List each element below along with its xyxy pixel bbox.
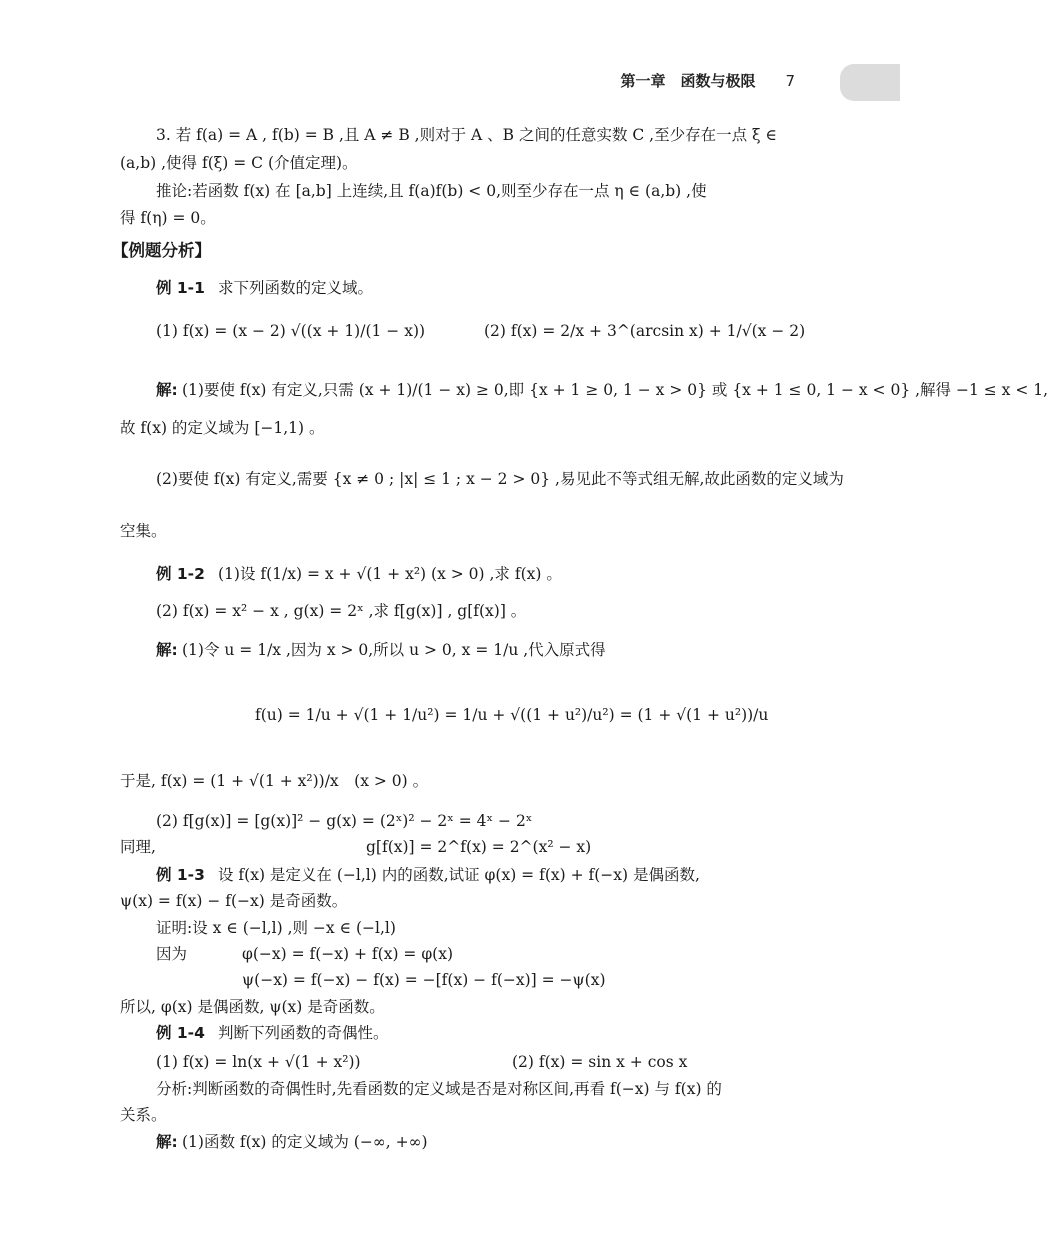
text-line: ψ(−x) = f(−x) − f(x) = −[f(x) − f(−x)] = −ψ(x) (242, 971, 606, 989)
text-line: g[f(x)] = 2^f(x) = 2^(x² − x) (366, 838, 592, 856)
text-line: (a,b) ,使得 f(ξ) = C (介值定理)。 (120, 154, 358, 172)
text-line: 求下列函数的定义域。 (218, 279, 374, 297)
text-line: (2)要使 f(x) 有定义,需要 {x ≠ 0 ; |x| ≤ 1 ; x − 2 > 0} ,易见此不等式组无解,故此函数的定义域为 (156, 470, 844, 488)
text-line: 关系。 (120, 1106, 167, 1124)
example-label: 例 1-2 (156, 565, 205, 583)
running-header (620, 70, 795, 91)
text-line: 所以, φ(x) 是偶函数, ψ(x) 是奇函数。 (120, 998, 385, 1016)
text-line: 同理, (120, 838, 156, 856)
text-line: 3. 若 f(a) = A , f(b) = B ,且 A ≠ B ,则对于 A 、B 之间的任意实数 C ,至少存在一点 ξ ∈ (156, 126, 777, 144)
text-line: 推论:若函数 f(x) 在 [a,b] 上连续,且 f(a)f(b) < 0,则至少存在一点 η ∈ (a,b) ,使 (156, 182, 707, 200)
text-line: (1)设 f(1/x) = x + √(1 + x²) (x > 0) ,求 f(x) 。 (218, 565, 562, 583)
text-line: 设 f(x) 是定义在 (−l,l) 内的函数,试证 φ(x) = f(x) + f(−x) 是偶函数, (218, 866, 700, 884)
text-line: 证明:设 x ∈ (−l,l) ,则 −x ∈ (−l,l) (156, 919, 396, 937)
page-side-tab (840, 64, 900, 101)
text-line: 分析:判断函数的奇偶性时,先看函数的定义域是否是对称区间,再看 f(−x) 与 f(x) 的 (156, 1080, 722, 1098)
example-label: 解: (156, 1133, 178, 1151)
text-line: 于是, f(x) = (1 + √(1 + x²))/x (x > 0) 。 (120, 772, 429, 790)
text-line: 空集。 (120, 522, 167, 540)
text-line: (1)要使 f(x) 有定义,只需 (x + 1)/(1 − x) ≥ 0,即 {x + 1 ≥ 0, 1 − x > 0} 或 {x + 1 ≤ 0, 1 − x < 0} ,解得 −1 ≤ x < 1, (182, 381, 1048, 399)
text-line: (1)令 u = 1/x ,因为 x > 0,所以 u > 0, x = 1/u ,代入原式得 (182, 641, 606, 659)
example-label: 例 1-3 (156, 866, 205, 884)
text-line: 故 f(x) 的定义域为 [−1,1) 。 (120, 419, 325, 437)
text-line: φ(−x) = f(−x) + f(x) = φ(x) (242, 945, 454, 963)
text-line: (2) f(x) = 2/x + 3^(arcsin x) + 1/√(x − 2) (484, 322, 806, 340)
text-line: (1) f(x) = ln(x + √(1 + x²)) (156, 1053, 361, 1071)
chapter-title: 第一章 函数与极限 (620, 72, 756, 90)
section-heading: 【例题分析】 (112, 241, 211, 260)
text-line: (2) f[g(x)] = [g(x)]² − g(x) = (2ˣ)² − 2ˣ = 4ˣ − 2ˣ (156, 812, 533, 830)
text-line: 判断下列函数的奇偶性。 (218, 1024, 389, 1042)
text-line: (2) f(x) = sin x + cos x (512, 1053, 688, 1071)
text-line: ψ(x) = f(x) − f(−x) 是奇函数。 (120, 892, 348, 910)
text-line: f(u) = 1/u + √(1 + 1/u²) = 1/u + √((1 + u²)/u²) = (1 + √(1 + u²))/u (255, 706, 769, 724)
text-line: (1)函数 f(x) 的定义域为 (−∞, +∞) (182, 1133, 428, 1151)
text-line: 得 f(η) = 0。 (120, 209, 216, 227)
text-line: 因为 (156, 945, 188, 963)
example-label: 解: (156, 381, 178, 399)
example-label: 例 1-1 (156, 279, 205, 297)
text-line: (1) f(x) = (x − 2) √((x + 1)/(1 − x)) (156, 322, 426, 340)
text-line: (2) f(x) = x² − x , g(x) = 2ˣ ,求 f[g(x)] , g[f(x)] 。 (156, 602, 527, 620)
example-label: 解: (156, 641, 178, 659)
page-number: 7 (785, 72, 795, 90)
example-label: 例 1-4 (156, 1024, 205, 1042)
